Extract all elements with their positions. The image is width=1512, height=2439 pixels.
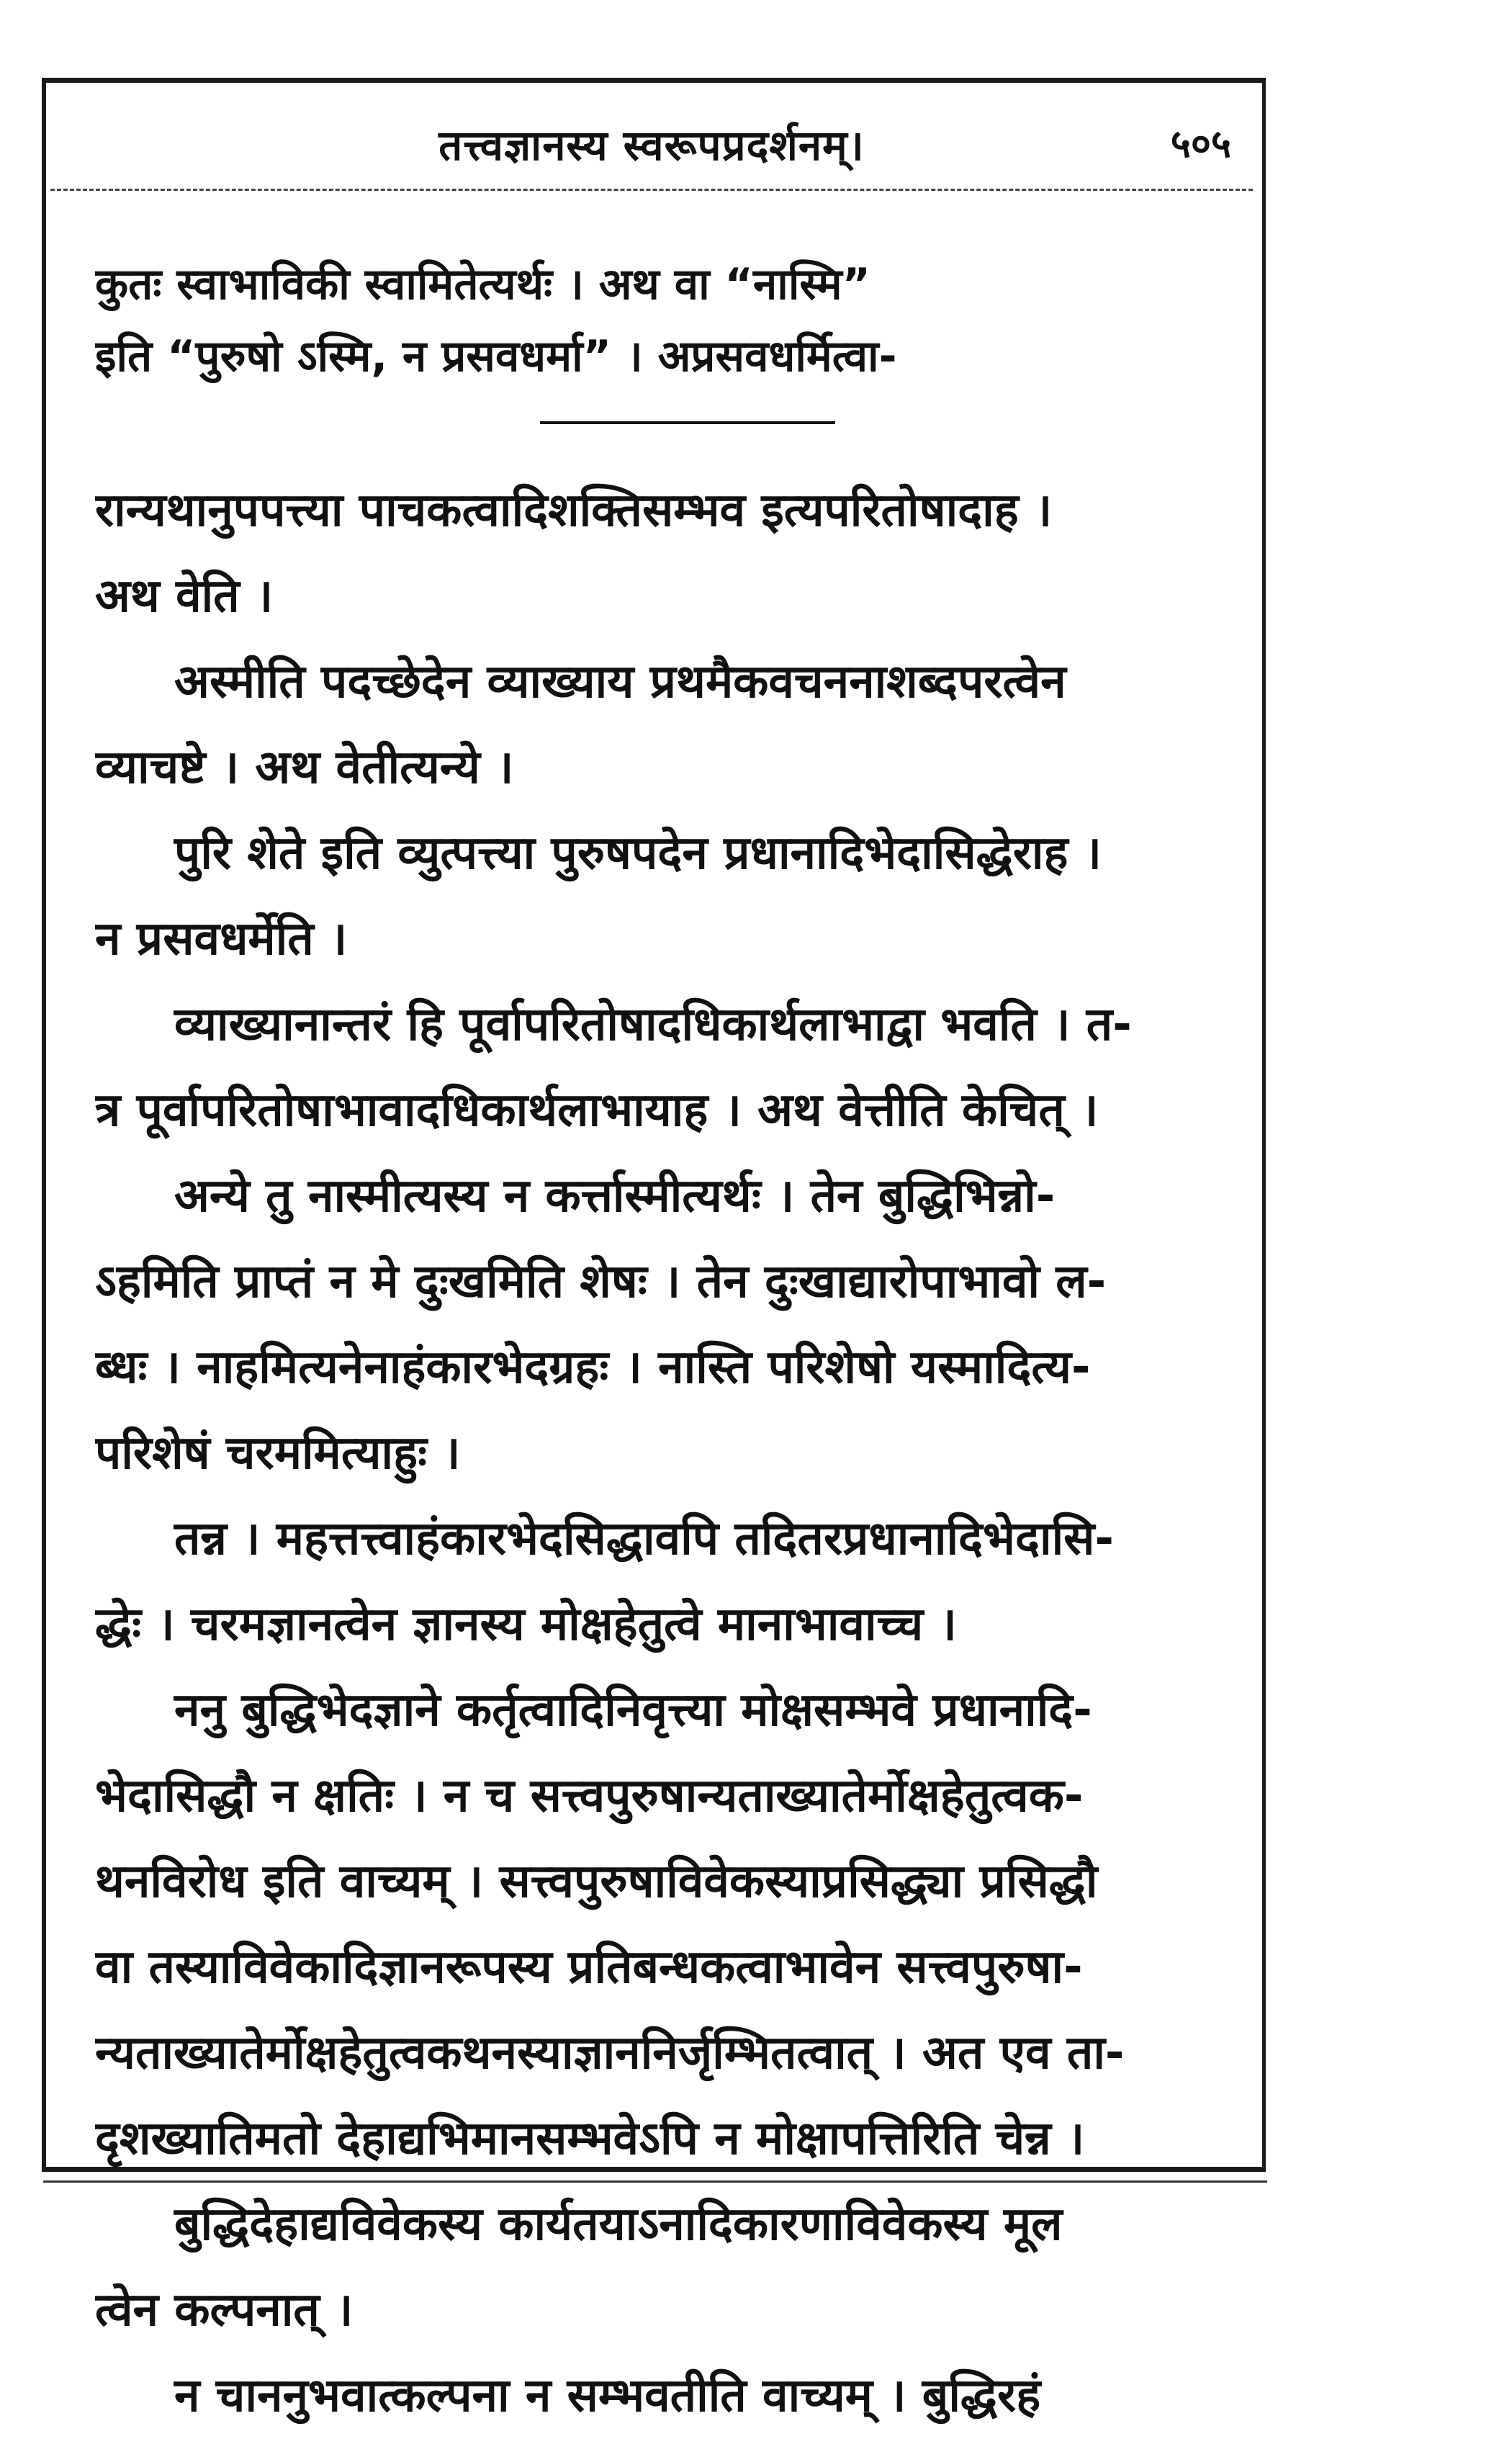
text-line: भेदासिद्धौ न क्षतिः । न च सत्त्वपुरुषान्यताख्यातेर्मोक्षहेतुत्वक- bbox=[95, 1769, 1084, 1823]
section-divider bbox=[540, 421, 835, 424]
text-line: दृशख्यातिमतो देहाद्यभिमानसम्भवेऽपि न मोक्षापत्तिरिति चेन्न । bbox=[95, 2112, 1085, 2165]
text-line: अन्ये तु नास्मीत्यस्य न कर्त्तास्मीत्यर्थः । तेन बुद्धिभिन्नो- bbox=[174, 1169, 1056, 1223]
text-line: व्याख्यानान्तरं हि पूर्वापरितोषादधिकार्थलाभाद्वा भवति । त- bbox=[174, 998, 1132, 1051]
text-line: थनविरोध इति वाच्यम् । सत्त्वपुरुषाविवेकस्याप्रसिद्ध्या प्रसिद्धौ bbox=[95, 1855, 1098, 1908]
text-line: तन्न । महत्तत्त्वाहंकारभेदसिद्धावपि तदितरप्रधानादिभेदासि- bbox=[174, 1512, 1114, 1566]
text-line: अस्मीति पदच्छेदेन व्याख्याय प्रथमैकवचननाशब्दपरत्वेन bbox=[174, 655, 1066, 709]
lower-text bbox=[95, 468, 1247, 2439]
text-line: त्वेन कल्पनात् । bbox=[95, 2283, 354, 2337]
text-line: ननु बुद्धिभेदज्ञाने कर्तृत्वादिनिवृत्त्या मोक्षसम्भवे प्रधानादि- bbox=[174, 1684, 1092, 1737]
text-line: परिशेषं चरममित्याहुः । bbox=[95, 1427, 461, 1480]
page-number: ५०५ bbox=[1170, 121, 1231, 166]
text-line: रान्यथानुपपत्त्या पाचकत्वादिशक्तिसम्भव इत्यपरितोषादाह । bbox=[95, 484, 1053, 537]
header-rule bbox=[50, 189, 1253, 191]
text-line: व्याचष्टे । अथ वेतीत्यन्ये । bbox=[95, 741, 514, 794]
text-line: वा तस्याविवेकादिज्ञानरूपस्य प्रतिबन्धकत्वाभावेन सत्त्वपुरुषा- bbox=[95, 1941, 1083, 1994]
text-line: पुरि शेते इति व्युत्पत्त्या पुरुषपदेन प्रधानादिभेदासिद्धेराह । bbox=[174, 827, 1102, 880]
text-line: कुतः स्वाभाविकी स्वामितेत्यर्थः । अथ वा “नास्मि” bbox=[95, 259, 871, 310]
text-line: न चाननुभवात्कल्पना न सम्भवतीति वाच्यम् । बुद्धिरहं bbox=[174, 2369, 1041, 2422]
running-title: तत्त्वज्ञानस्य स्वरूपप्रदर्शनम्। bbox=[438, 121, 865, 170]
text-line: न प्रसवधर्मेति । bbox=[95, 912, 348, 966]
text-line: बुद्धिदेहाद्यविवेकस्य कार्यतयाऽनादिकारणाविवेकस्य मूल bbox=[174, 2198, 1063, 2251]
text-line: त्र पूर्वापरितोषाभावादधिकार्थलाभायाह । अथ वेत्तीति केचित् । bbox=[95, 1084, 1099, 1137]
page-header bbox=[50, 94, 1253, 173]
text-line: अथ वेति । bbox=[95, 570, 274, 623]
text-line: इति “पुरुषो ऽस्मि, न प्रसवधर्मा” । अप्रसवधर्मित्वा- bbox=[95, 331, 897, 382]
text-line: न्यताख्यातेर्मोक्षहेतुत्वकथनस्याज्ञाननिर्जृम्भितत्वात् । अत एव ता- bbox=[95, 2026, 1125, 2080]
upper-text bbox=[95, 248, 1247, 392]
text-line: द्धेः । चरमज्ञानत्वेन ज्ञानस्य मोक्षहेतुत्वे मानाभावाच्च । bbox=[95, 1598, 957, 1651]
text-line: ब्धः । नाहमित्यनेनाहंकारभेदग्रहः । नास्ति परिशेषो यस्मादित्य- bbox=[95, 1341, 1091, 1394]
text-line: ऽहमिति प्राप्तं न मे दुःखमिति शेषः । तेन दुःखाद्यारोपाभावो ल- bbox=[95, 1255, 1107, 1308]
